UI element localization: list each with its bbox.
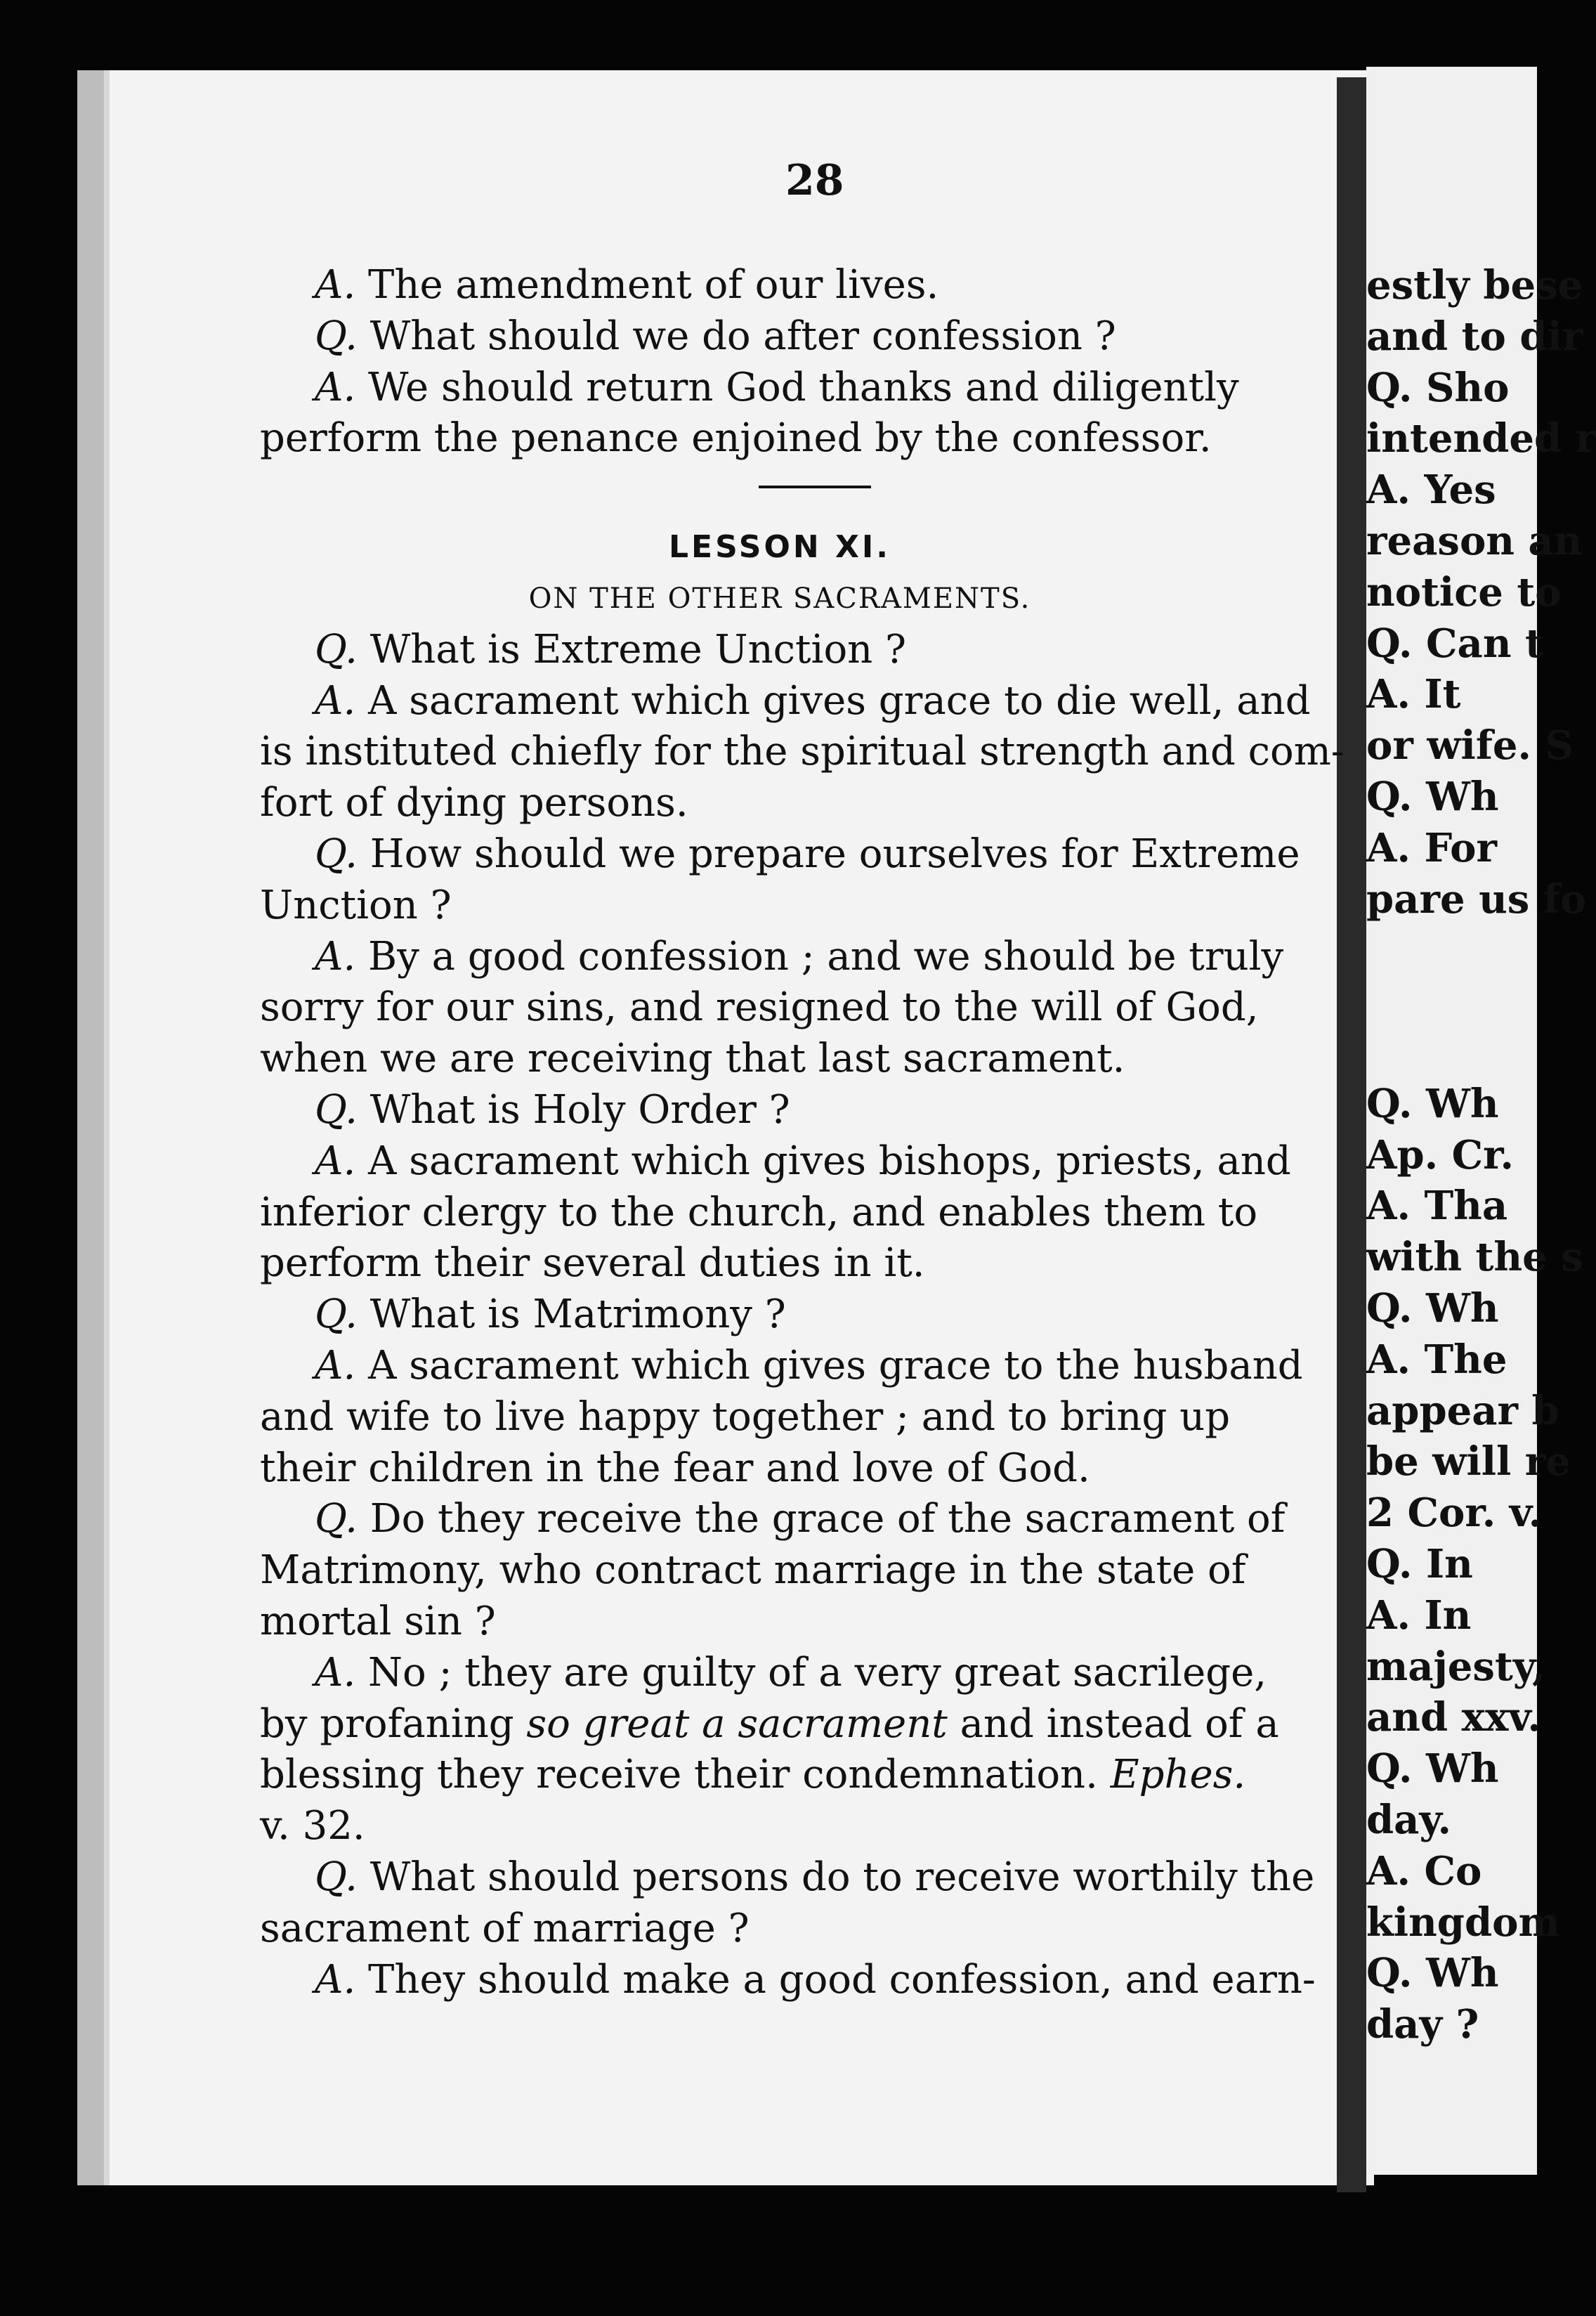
line-text: sorry for our sins, and resigned to the will of God, <box>260 984 1259 1031</box>
line-text: v. 32. <box>260 1803 365 1849</box>
line-text: by profaning <box>260 1700 527 1747</box>
line-text: What should persons do to receive worthily the <box>369 1854 1315 1900</box>
text-line <box>260 778 1342 829</box>
facing-page-line: pare us fo <box>1366 876 1587 923</box>
facing-page-line: Q. Wh <box>1366 774 1499 820</box>
text-line <box>260 1904 1342 1955</box>
facing-page-line: A. It <box>1366 671 1461 718</box>
lesson-title: LESSON XI. <box>668 529 891 566</box>
line-text: A sacrament which gives grace to the husband <box>368 1342 1303 1388</box>
text-line <box>260 1289 1342 1341</box>
facing-page-line: with the s <box>1366 1234 1583 1281</box>
text-line <box>260 1596 1342 1648</box>
line-text: What is Matrimony ? <box>369 1292 786 1338</box>
question-marker: Q. <box>315 626 370 672</box>
line-text: and wife to live happy together ; and to bring up <box>260 1393 1231 1440</box>
text-line <box>260 1699 1342 1750</box>
line-text: By a good confession ; and we should be truly <box>368 933 1284 980</box>
facing-page-line: Q. Wh <box>1366 1950 1499 1997</box>
line-text: when we are receiving that last sacrament. <box>260 1036 1125 1082</box>
page-text <box>260 260 1345 2005</box>
facing-page-line: Ap. Cr. <box>1366 1131 1515 1178</box>
facing-page-line: and xxv. <box>1366 1694 1541 1741</box>
facing-page-line: reason an <box>1366 518 1583 564</box>
facing-page-line: estly bese <box>1366 262 1583 308</box>
question-marker: Q. <box>315 1086 370 1133</box>
question-marker: Q. <box>315 313 370 359</box>
text-line <box>260 1750 1342 1801</box>
line-text: The amendment of our lives. <box>368 262 939 308</box>
text-line <box>260 1085 1342 1136</box>
facing-page-line: majesty, <box>1366 1643 1546 1690</box>
facing-page-line: Q. Wh <box>1366 1745 1499 1793</box>
answer-marker: A. <box>315 1138 369 1184</box>
text-line <box>260 727 1345 778</box>
scripture-reference: Ephes. <box>1110 1752 1246 1798</box>
text-line <box>260 1545 1342 1596</box>
facing-page-line: notice to <box>1366 568 1562 616</box>
facing-page-line: A. The <box>1366 1336 1507 1383</box>
page-number: 28 <box>785 156 844 205</box>
facing-page-line: Q. Wh <box>1366 1285 1499 1332</box>
line-text: Do they receive the grace of the sacrament of <box>369 1496 1286 1542</box>
facing-page-line: A. Co <box>1366 1847 1482 1894</box>
facing-page-line: A. In <box>1366 1592 1472 1639</box>
line-text: perform the penance enjoined by the confessor. <box>260 415 1212 462</box>
line-text: blessing they receive their condemnation. <box>260 1752 1111 1798</box>
facing-page-line: A. Tha <box>1366 1183 1508 1230</box>
facing-page-line: A. Yes <box>1366 467 1496 514</box>
text-line <box>260 1238 1342 1289</box>
answer-marker: A. <box>315 1342 369 1388</box>
text-line <box>260 1443 1342 1495</box>
lesson-subtitle: ON THE OTHER SACRAMENTS. <box>528 582 1031 615</box>
text-line <box>260 1648 1342 1699</box>
text-line <box>260 676 1342 727</box>
text-line <box>260 1188 1342 1239</box>
line-text: Matrimony, who contract marriage in the state of <box>260 1547 1246 1594</box>
line-text: perform their several duties in it. <box>260 1240 925 1287</box>
line-text: sacrament of marriage ? <box>260 1905 750 1951</box>
question-marker: Q. <box>315 831 370 877</box>
text-line <box>260 413 1342 464</box>
text-line <box>260 932 1342 983</box>
text-line <box>260 1341 1342 1392</box>
line-text: We should return God thanks and diligently <box>368 364 1239 410</box>
line-text: and instead of a <box>947 1700 1279 1747</box>
line-text: What should we do after confession ? <box>369 313 1116 359</box>
answer-marker: A. <box>315 677 369 724</box>
text-line <box>260 625 1342 676</box>
answer-marker: A. <box>315 364 369 410</box>
facing-page-line: day ? <box>1366 2001 1479 2048</box>
facing-page-line: appear b <box>1366 1387 1559 1434</box>
line-text: is instituted chiefly for the spiritual strength and com- <box>260 729 1345 775</box>
answer-marker: A. <box>315 1649 369 1696</box>
line-text: A sacrament which gives bishops, priests, and <box>368 1138 1291 1184</box>
line-text: No ; they are guilty of a very great sacrilege, <box>368 1649 1267 1696</box>
text-line <box>260 1034 1342 1085</box>
text-line <box>260 829 1342 880</box>
facing-page-line: Q. Sho <box>1366 364 1510 411</box>
section-rule <box>759 486 871 488</box>
facing-page-line: and to dir <box>1366 313 1583 360</box>
text-line <box>260 1852 1342 1904</box>
answer-marker: A. <box>315 1956 369 2003</box>
line-text: mortal sin ? <box>260 1598 496 1644</box>
lesson-body <box>260 625 1345 1699</box>
facing-page-line: intended r <box>1366 415 1596 462</box>
answer-marker: A. <box>315 933 369 980</box>
facing-page-line: 2 Cor. v. <box>1366 1490 1543 1537</box>
text-line <box>260 311 1342 363</box>
facing-page-line: Q. In <box>1366 1541 1473 1587</box>
line-text: inferior clergy to the church, and enables them to <box>260 1189 1258 1235</box>
text-line <box>260 363 1342 414</box>
facing-page-line: Q. Wh <box>1366 1080 1499 1127</box>
text-line <box>260 1801 1342 1852</box>
italic-phrase: so great a sacrament <box>526 1700 948 1747</box>
question-marker: Q. <box>315 1854 370 1900</box>
line-text: How should we prepare ourselves for Extreme <box>369 831 1300 877</box>
question-marker: Q. <box>315 1292 370 1338</box>
facing-page-line: or wife. S <box>1366 722 1574 769</box>
facing-page-line: day. <box>1366 1797 1452 1843</box>
text-line <box>260 880 1342 932</box>
facing-page-fragment <box>1366 67 1596 2175</box>
text-line <box>260 982 1342 1034</box>
text-line <box>260 1494 1342 1545</box>
text-line <box>260 1392 1342 1443</box>
text-line <box>260 1136 1342 1188</box>
line-text: They should make a good confession, and earn- <box>368 1956 1316 2003</box>
line-text: Unction ? <box>260 882 452 928</box>
intro-lines <box>260 260 1342 464</box>
lesson-tail <box>260 1801 1342 2005</box>
line-text: What is Holy Order ? <box>369 1086 790 1133</box>
line-text: A sacrament which gives grace to die well, and <box>368 677 1311 724</box>
line-text: What is Extreme Unction ? <box>369 626 907 672</box>
text-line <box>260 1955 1342 2006</box>
facing-page-line: Q. Can t <box>1366 620 1543 667</box>
question-marker: Q. <box>315 1496 370 1542</box>
facing-page-line: kingdom <box>1366 1899 1560 1946</box>
text-line <box>260 260 1342 311</box>
line-text: their children in the fear and love of God. <box>260 1445 1090 1491</box>
facing-page-line: A. For <box>1366 824 1497 871</box>
answer-marker: A. <box>315 262 369 308</box>
facing-page-line: be will re <box>1366 1438 1571 1485</box>
line-text: fort of dying persons. <box>260 780 688 826</box>
